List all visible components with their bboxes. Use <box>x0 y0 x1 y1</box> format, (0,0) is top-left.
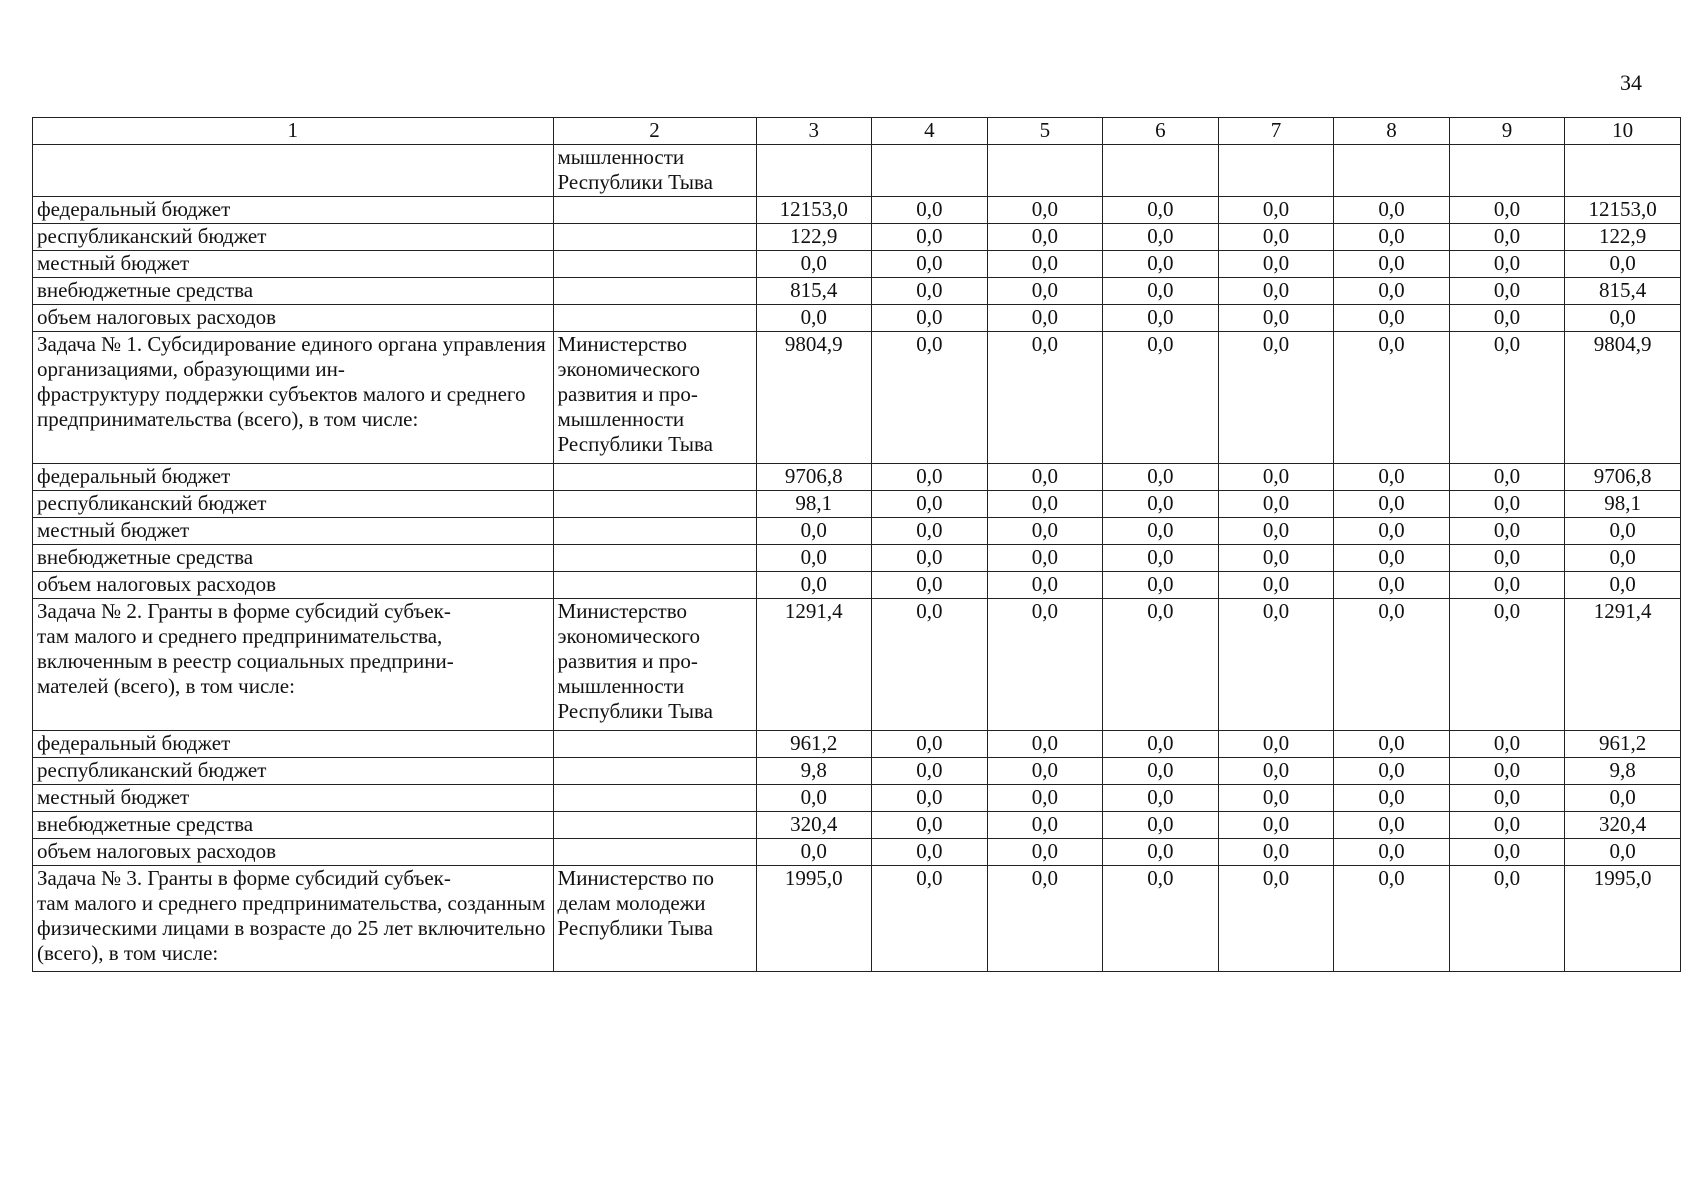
value-cell: 0,0 <box>1334 491 1450 518</box>
value-cell: 0,0 <box>1103 305 1219 332</box>
table-body <box>33 118 1681 972</box>
column-number: 6 <box>1103 118 1219 145</box>
row-label: федеральный бюджет <box>33 464 554 491</box>
row-label: республиканский бюджет <box>33 758 554 785</box>
value-cell: 0,0 <box>1103 812 1219 839</box>
value-cell: 0,0 <box>987 572 1103 599</box>
total-value-cell: 9804,9 <box>1565 332 1681 464</box>
row-label: Задача № 1. Субсидирование единого органа управления организациями, образующими ин- фраструктуру поддержки субъектов малого и среднего предпринимательства (всего), в том числе: <box>33 332 554 464</box>
value-cell: 0,0 <box>1449 599 1565 731</box>
row-label: местный бюджет <box>33 251 554 278</box>
task-row <box>33 332 1681 464</box>
value-cell: 0,0 <box>1449 731 1565 758</box>
task-row <box>33 866 1681 972</box>
value-cell <box>987 145 1103 197</box>
column-number: 3 <box>756 118 872 145</box>
value-cell: 0,0 <box>1449 812 1565 839</box>
value-cell: 0,0 <box>1334 464 1450 491</box>
total-value-cell: 815,4 <box>1565 278 1681 305</box>
value-cell: 98,1 <box>756 491 872 518</box>
value-cell: 0,0 <box>756 839 872 866</box>
executor-cell <box>553 785 756 812</box>
value-cell: 0,0 <box>1218 305 1334 332</box>
funding-source-row <box>33 785 1681 812</box>
task-row <box>33 599 1681 731</box>
value-cell: 0,0 <box>872 332 988 464</box>
value-cell: 0,0 <box>987 731 1103 758</box>
value-cell: 0,0 <box>1103 224 1219 251</box>
row-label: республиканский бюджет <box>33 224 554 251</box>
value-cell: 0,0 <box>1218 332 1334 464</box>
row-label: местный бюджет <box>33 785 554 812</box>
executor-cell <box>553 731 756 758</box>
value-cell: 0,0 <box>1103 518 1219 545</box>
total-value-cell: 961,2 <box>1565 731 1681 758</box>
row-label: Задача № 3. Гранты в форме субсидий субъек- там малого и среднего предпринимательства, созданным физическими лицами в возрасте до 25 лет включительно (всего), в том числе: <box>33 866 554 972</box>
value-cell: 0,0 <box>1218 464 1334 491</box>
row-label: объем налоговых расходов <box>33 572 554 599</box>
executor-cell <box>553 464 756 491</box>
value-cell: 0,0 <box>987 251 1103 278</box>
total-value-cell: 0,0 <box>1565 785 1681 812</box>
value-cell: 0,0 <box>1218 785 1334 812</box>
value-cell: 0,0 <box>987 599 1103 731</box>
budget-table <box>32 117 1681 972</box>
executor-cell: Министерство экономического развития и про- мышленности Республики Тыва <box>553 332 756 464</box>
row-label: внебюджетные средства <box>33 278 554 305</box>
value-cell: 0,0 <box>987 758 1103 785</box>
value-cell: 0,0 <box>872 785 988 812</box>
value-cell: 0,0 <box>1103 464 1219 491</box>
executor-cell <box>553 839 756 866</box>
executor-cell <box>553 518 756 545</box>
value-cell: 0,0 <box>987 518 1103 545</box>
value-cell: 815,4 <box>756 278 872 305</box>
executor-cell <box>553 251 756 278</box>
total-value-cell: 12153,0 <box>1565 197 1681 224</box>
executor-cell: Министерство экономического развития и про- мышленности Республики Тыва <box>553 599 756 731</box>
value-cell: 0,0 <box>872 839 988 866</box>
value-cell <box>1218 145 1334 197</box>
column-number: 5 <box>987 118 1103 145</box>
funding-source-row <box>33 278 1681 305</box>
row-label <box>33 145 554 197</box>
value-cell: 12153,0 <box>756 197 872 224</box>
value-cell: 0,0 <box>1218 572 1334 599</box>
executor-cell: мышленности Республики Тыва <box>553 145 756 197</box>
value-cell: 0,0 <box>756 785 872 812</box>
column-number: 1 <box>33 118 554 145</box>
value-cell: 0,0 <box>1334 731 1450 758</box>
value-cell: 0,0 <box>987 491 1103 518</box>
value-cell: 0,0 <box>1334 278 1450 305</box>
column-number: 4 <box>872 118 988 145</box>
value-cell <box>1334 145 1450 197</box>
value-cell: 0,0 <box>1449 839 1565 866</box>
value-cell: 0,0 <box>1103 866 1219 972</box>
value-cell: 0,0 <box>1218 518 1334 545</box>
executor-cell <box>553 572 756 599</box>
total-value-cell: 98,1 <box>1565 491 1681 518</box>
value-cell: 0,0 <box>1449 758 1565 785</box>
funding-source-row <box>33 464 1681 491</box>
value-cell: 0,0 <box>1103 572 1219 599</box>
value-cell: 0,0 <box>1103 278 1219 305</box>
value-cell: 0,0 <box>1218 731 1334 758</box>
value-cell: 0,0 <box>1218 758 1334 785</box>
column-number: 8 <box>1334 118 1450 145</box>
row-label: внебюджетные средства <box>33 812 554 839</box>
value-cell: 0,0 <box>1449 572 1565 599</box>
executor-cell <box>553 758 756 785</box>
value-cell <box>1103 145 1219 197</box>
value-cell: 0,0 <box>1103 545 1219 572</box>
value-cell: 0,0 <box>872 812 988 839</box>
column-numbers-row <box>33 118 1681 145</box>
column-number: 10 <box>1565 118 1681 145</box>
value-cell: 0,0 <box>1334 197 1450 224</box>
value-cell: 1291,4 <box>756 599 872 731</box>
total-value-cell <box>1565 145 1681 197</box>
total-value-cell: 1291,4 <box>1565 599 1681 731</box>
value-cell: 9804,9 <box>756 332 872 464</box>
value-cell: 0,0 <box>1449 224 1565 251</box>
funding-source-row <box>33 731 1681 758</box>
value-cell: 0,0 <box>1103 599 1219 731</box>
value-cell: 0,0 <box>1449 785 1565 812</box>
total-value-cell: 320,4 <box>1565 812 1681 839</box>
value-cell <box>872 145 988 197</box>
total-value-cell: 9706,8 <box>1565 464 1681 491</box>
value-cell: 0,0 <box>1334 305 1450 332</box>
value-cell <box>1449 145 1565 197</box>
funding-source-row <box>33 491 1681 518</box>
total-value-cell: 9,8 <box>1565 758 1681 785</box>
value-cell: 0,0 <box>1334 545 1450 572</box>
value-cell: 0,0 <box>1103 785 1219 812</box>
funding-source-row <box>33 518 1681 545</box>
value-cell: 0,0 <box>1103 332 1219 464</box>
value-cell: 0,0 <box>987 305 1103 332</box>
value-cell: 0,0 <box>1218 866 1334 972</box>
value-cell: 320,4 <box>756 812 872 839</box>
value-cell: 0,0 <box>1334 572 1450 599</box>
value-cell: 122,9 <box>756 224 872 251</box>
executor-cell <box>553 545 756 572</box>
value-cell: 0,0 <box>1334 785 1450 812</box>
value-cell: 0,0 <box>987 785 1103 812</box>
value-cell: 0,0 <box>872 305 988 332</box>
value-cell: 0,0 <box>872 197 988 224</box>
value-cell: 0,0 <box>1449 332 1565 464</box>
funding-source-row <box>33 839 1681 866</box>
value-cell: 9706,8 <box>756 464 872 491</box>
value-cell: 0,0 <box>756 518 872 545</box>
value-cell: 0,0 <box>756 545 872 572</box>
executor-cell <box>553 812 756 839</box>
value-cell: 0,0 <box>872 251 988 278</box>
value-cell: 0,0 <box>1218 224 1334 251</box>
executor-cell <box>553 305 756 332</box>
value-cell <box>756 145 872 197</box>
value-cell: 0,0 <box>1449 464 1565 491</box>
value-cell: 0,0 <box>1449 251 1565 278</box>
value-cell: 0,0 <box>1449 545 1565 572</box>
value-cell: 0,0 <box>1218 545 1334 572</box>
funding-source-row <box>33 545 1681 572</box>
row-label: федеральный бюджет <box>33 731 554 758</box>
value-cell: 0,0 <box>1449 518 1565 545</box>
value-cell: 0,0 <box>756 251 872 278</box>
funding-source-row <box>33 305 1681 332</box>
value-cell: 0,0 <box>872 731 988 758</box>
value-cell: 0,0 <box>872 464 988 491</box>
funding-source-row <box>33 224 1681 251</box>
value-cell: 0,0 <box>872 491 988 518</box>
value-cell: 0,0 <box>1334 332 1450 464</box>
executor-cell <box>553 491 756 518</box>
value-cell: 0,0 <box>872 572 988 599</box>
value-cell: 0,0 <box>872 866 988 972</box>
value-cell: 0,0 <box>872 758 988 785</box>
column-number: 2 <box>553 118 756 145</box>
value-cell: 0,0 <box>1103 197 1219 224</box>
column-number: 9 <box>1449 118 1565 145</box>
value-cell: 0,0 <box>1334 839 1450 866</box>
value-cell: 0,0 <box>872 224 988 251</box>
row-label: Задача № 2. Гранты в форме субсидий субъек- там малого и среднего предпринимательства, включенным в реестр социальных предприни- мателей (всего), в том числе: <box>33 599 554 731</box>
value-cell: 0,0 <box>987 545 1103 572</box>
funding-source-row <box>33 251 1681 278</box>
total-value-cell: 1995,0 <box>1565 866 1681 972</box>
value-cell: 0,0 <box>1334 224 1450 251</box>
funding-source-row <box>33 812 1681 839</box>
value-cell: 0,0 <box>1218 251 1334 278</box>
value-cell: 0,0 <box>872 278 988 305</box>
value-cell: 0,0 <box>987 278 1103 305</box>
value-cell: 0,0 <box>872 545 988 572</box>
value-cell: 0,0 <box>987 812 1103 839</box>
value-cell: 0,0 <box>1103 491 1219 518</box>
value-cell: 0,0 <box>1334 758 1450 785</box>
total-value-cell: 0,0 <box>1565 305 1681 332</box>
value-cell: 0,0 <box>872 599 988 731</box>
value-cell: 0,0 <box>1334 518 1450 545</box>
total-value-cell: 0,0 <box>1565 572 1681 599</box>
value-cell: 0,0 <box>987 197 1103 224</box>
value-cell: 0,0 <box>1334 251 1450 278</box>
value-cell: 0,0 <box>756 305 872 332</box>
value-cell: 0,0 <box>1218 491 1334 518</box>
task-row <box>33 145 1681 197</box>
value-cell: 0,0 <box>1218 599 1334 731</box>
total-value-cell: 0,0 <box>1565 839 1681 866</box>
executor-cell <box>553 197 756 224</box>
executor-cell: Министерство по делам молодежи Республики Тыва <box>553 866 756 972</box>
value-cell: 0,0 <box>1449 305 1565 332</box>
total-value-cell: 122,9 <box>1565 224 1681 251</box>
total-value-cell: 0,0 <box>1565 518 1681 545</box>
value-cell: 0,0 <box>987 464 1103 491</box>
executor-cell <box>553 224 756 251</box>
value-cell: 0,0 <box>1449 491 1565 518</box>
value-cell: 0,0 <box>1103 839 1219 866</box>
executor-cell <box>553 278 756 305</box>
value-cell: 0,0 <box>1218 839 1334 866</box>
column-number: 7 <box>1218 118 1334 145</box>
value-cell: 0,0 <box>987 839 1103 866</box>
value-cell: 0,0 <box>1334 812 1450 839</box>
value-cell: 0,0 <box>987 866 1103 972</box>
row-label: местный бюджет <box>33 518 554 545</box>
value-cell: 0,0 <box>987 224 1103 251</box>
row-label: федеральный бюджет <box>33 197 554 224</box>
funding-source-row <box>33 758 1681 785</box>
value-cell: 9,8 <box>756 758 872 785</box>
value-cell: 0,0 <box>1449 866 1565 972</box>
row-label: республиканский бюджет <box>33 491 554 518</box>
value-cell: 0,0 <box>1449 197 1565 224</box>
value-cell: 0,0 <box>1449 278 1565 305</box>
value-cell: 0,0 <box>1103 758 1219 785</box>
value-cell: 0,0 <box>987 332 1103 464</box>
value-cell: 0,0 <box>872 518 988 545</box>
row-label: внебюджетные средства <box>33 545 554 572</box>
total-value-cell: 0,0 <box>1565 545 1681 572</box>
row-label: объем налоговых расходов <box>33 305 554 332</box>
value-cell: 0,0 <box>1334 866 1450 972</box>
value-cell: 0,0 <box>1334 599 1450 731</box>
value-cell: 0,0 <box>1218 278 1334 305</box>
value-cell: 0,0 <box>1218 197 1334 224</box>
value-cell: 0,0 <box>1218 812 1334 839</box>
value-cell: 1995,0 <box>756 866 872 972</box>
value-cell: 0,0 <box>1103 731 1219 758</box>
value-cell: 961,2 <box>756 731 872 758</box>
row-label: объем налоговых расходов <box>33 839 554 866</box>
funding-source-row <box>33 197 1681 224</box>
value-cell: 0,0 <box>756 572 872 599</box>
funding-source-row <box>33 572 1681 599</box>
page-number: 34 <box>1620 70 1642 95</box>
total-value-cell: 0,0 <box>1565 251 1681 278</box>
value-cell: 0,0 <box>1103 251 1219 278</box>
